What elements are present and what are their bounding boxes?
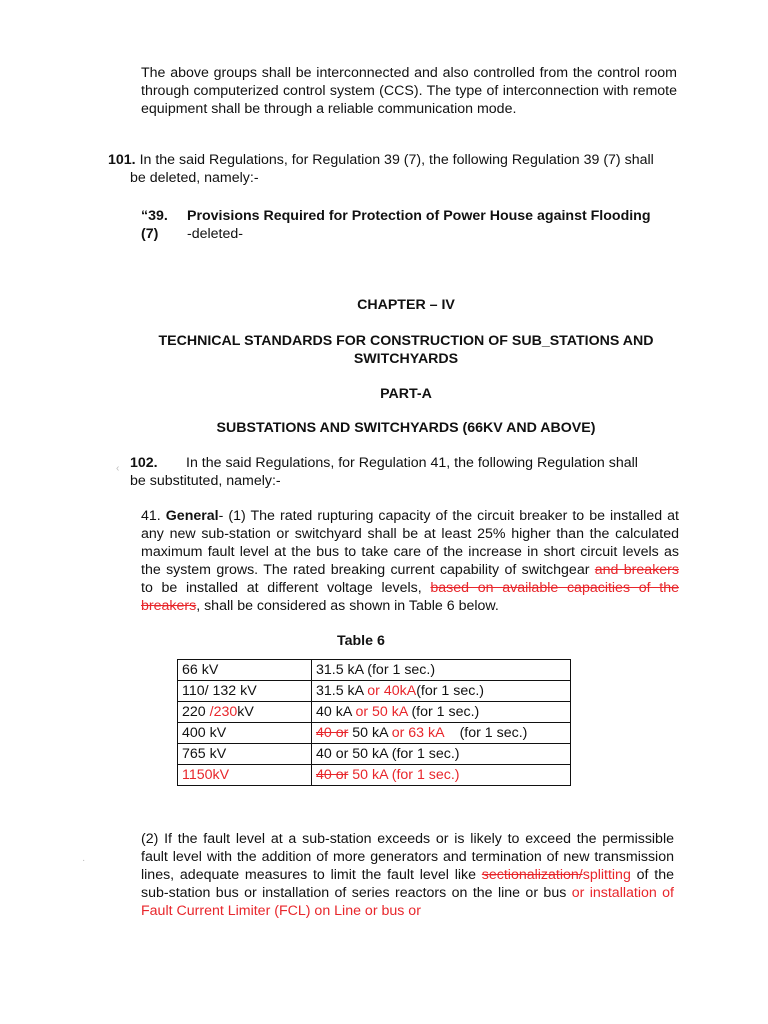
regulation-102-line1: In the said Regulations, for Regulation 41, the following Regulation shall	[186, 455, 638, 471]
table-row	[178, 744, 571, 765]
intro-paragraph: The above groups shall be interconnected and also controlled from the control room through computerized control system (CCS). The type of interconnection with remote equipment shall be through a reliable communication mode.	[141, 65, 677, 117]
regulation-39-title: Provisions Required for Protection of Power House against Flooding	[187, 208, 651, 224]
regulation-41-deleted-2: based on available capacities of the breakers	[141, 580, 680, 614]
table-cell-current: 40 or 50 kA (for 1 sec.)	[312, 744, 571, 765]
table-cell-text: 40 kA	[316, 704, 356, 720]
table-cell-current: 31.5 kA (for 1 sec.)	[312, 660, 571, 681]
regulation-41-text-3: , shall be considered as shown in Table 6 below.	[196, 598, 499, 614]
technical-standards-heading: TECHNICAL STANDARDS FOR CONSTRUCTION OF SUB_STATIONS AND SWITCHYARDS	[158, 333, 654, 367]
table-row	[178, 660, 571, 681]
table-cell-text: 31.5 kA	[316, 683, 368, 699]
table-cell-deleted: 40 or	[316, 767, 349, 783]
table-cell-text: 220	[182, 704, 210, 720]
para2-added-2: or installation of Fault Current Limiter (FCL) on Line or bus or	[141, 885, 674, 919]
para2-deleted-1: sectionalization/	[481, 867, 583, 883]
table-cell-voltage: 765 kV	[178, 744, 312, 765]
table-title: Table 6	[337, 633, 385, 649]
regulation-101-line1: In the said Regulations, for Regulation 39 (7), the following Regulation 39 (7) shall	[135, 152, 654, 168]
table-cell-added: or 50 kA	[355, 704, 408, 720]
table-cell-text: (for 1 sec.)	[416, 683, 484, 699]
part-heading: PART-A	[380, 386, 432, 402]
regulation-41-prefix: 41.	[141, 508, 166, 524]
table-cell-text: (for 1 sec.)	[443, 725, 528, 741]
regulation-102-number: 102.	[130, 455, 158, 471]
regulation-101-line2: be deleted, namely:-	[130, 170, 259, 186]
table-cell-current	[312, 702, 571, 723]
table-cell-added: or 63 kA	[391, 725, 444, 741]
table-cell-deleted: 40 or	[316, 725, 349, 741]
table-cell-voltage: 110/ 132 kV	[178, 681, 312, 702]
table-cell-text: kV	[237, 704, 254, 720]
regulation-41-subparagraph-2	[141, 830, 674, 920]
regulation-41-deleted-1: and breakers	[594, 562, 679, 578]
regulation-41-label: General	[165, 508, 219, 524]
table-row	[178, 681, 571, 702]
table-cell-text: 50 kA	[348, 725, 392, 741]
regulation-39-block	[141, 207, 681, 243]
para2-text-1: (2) If the fault level at a sub-station exceeds or is likely to exceed the permissible fault level with the addition of more generators and termination of new transmission lines, adequate measures to limit the fault level like	[141, 831, 674, 883]
regulation-39-sub-number: (7)	[141, 226, 159, 242]
margin-mark: ·	[82, 855, 86, 866]
margin-mark: ‹	[116, 463, 120, 474]
table-row	[178, 765, 571, 786]
regulation-41-text-2: to be installed at different voltage levels,	[141, 580, 431, 596]
table-cell-voltage	[178, 702, 312, 723]
table-row	[178, 702, 571, 723]
regulation-101	[108, 151, 678, 187]
table-cell-voltage: 66 kV	[178, 660, 312, 681]
regulation-41-paragraph	[141, 507, 679, 615]
table-cell-added: 50 kA (for 1 sec.)	[348, 767, 460, 783]
table-cell-current	[312, 681, 571, 702]
table-cell-voltage: 1150kV	[178, 765, 312, 786]
para2-added-1: splitting	[582, 867, 631, 883]
chapter-heading: CHAPTER – IV	[357, 297, 455, 313]
table-row	[178, 723, 571, 744]
regulation-39-number: “39.	[141, 208, 168, 224]
regulation-102-line2: be substituted, namely:-	[130, 473, 281, 489]
regulation-41-text-1: - (1) The rated rupturing capacity of the circuit breaker to be installed at any new sub-station or switchyard shall be at least 25% higher than the calculated maximum fault level at the bus to take care of the increase in short circuit levels as the system grows. The rated breaking current capability of switchgear	[141, 508, 679, 578]
table-cell-added: or 40kA	[367, 683, 417, 699]
para2-text-3: of the sub-station bus or installation of series reactors on the line or bus	[141, 867, 674, 901]
regulation-39-status: -deleted-	[187, 226, 243, 242]
substations-heading: SUBSTATIONS AND SWITCHYARDS (66KV AND ABOVE)	[216, 420, 596, 436]
table-cell-text: (for 1 sec.)	[407, 704, 480, 720]
table-cell-current	[312, 723, 571, 744]
regulation-101-number: 101.	[108, 152, 136, 168]
regulation-102	[130, 454, 678, 490]
breaking-current-table	[177, 659, 571, 786]
table-cell-current	[312, 765, 571, 786]
table-cell-voltage: 400 kV	[178, 723, 312, 744]
table-cell-added: /230	[209, 704, 238, 720]
